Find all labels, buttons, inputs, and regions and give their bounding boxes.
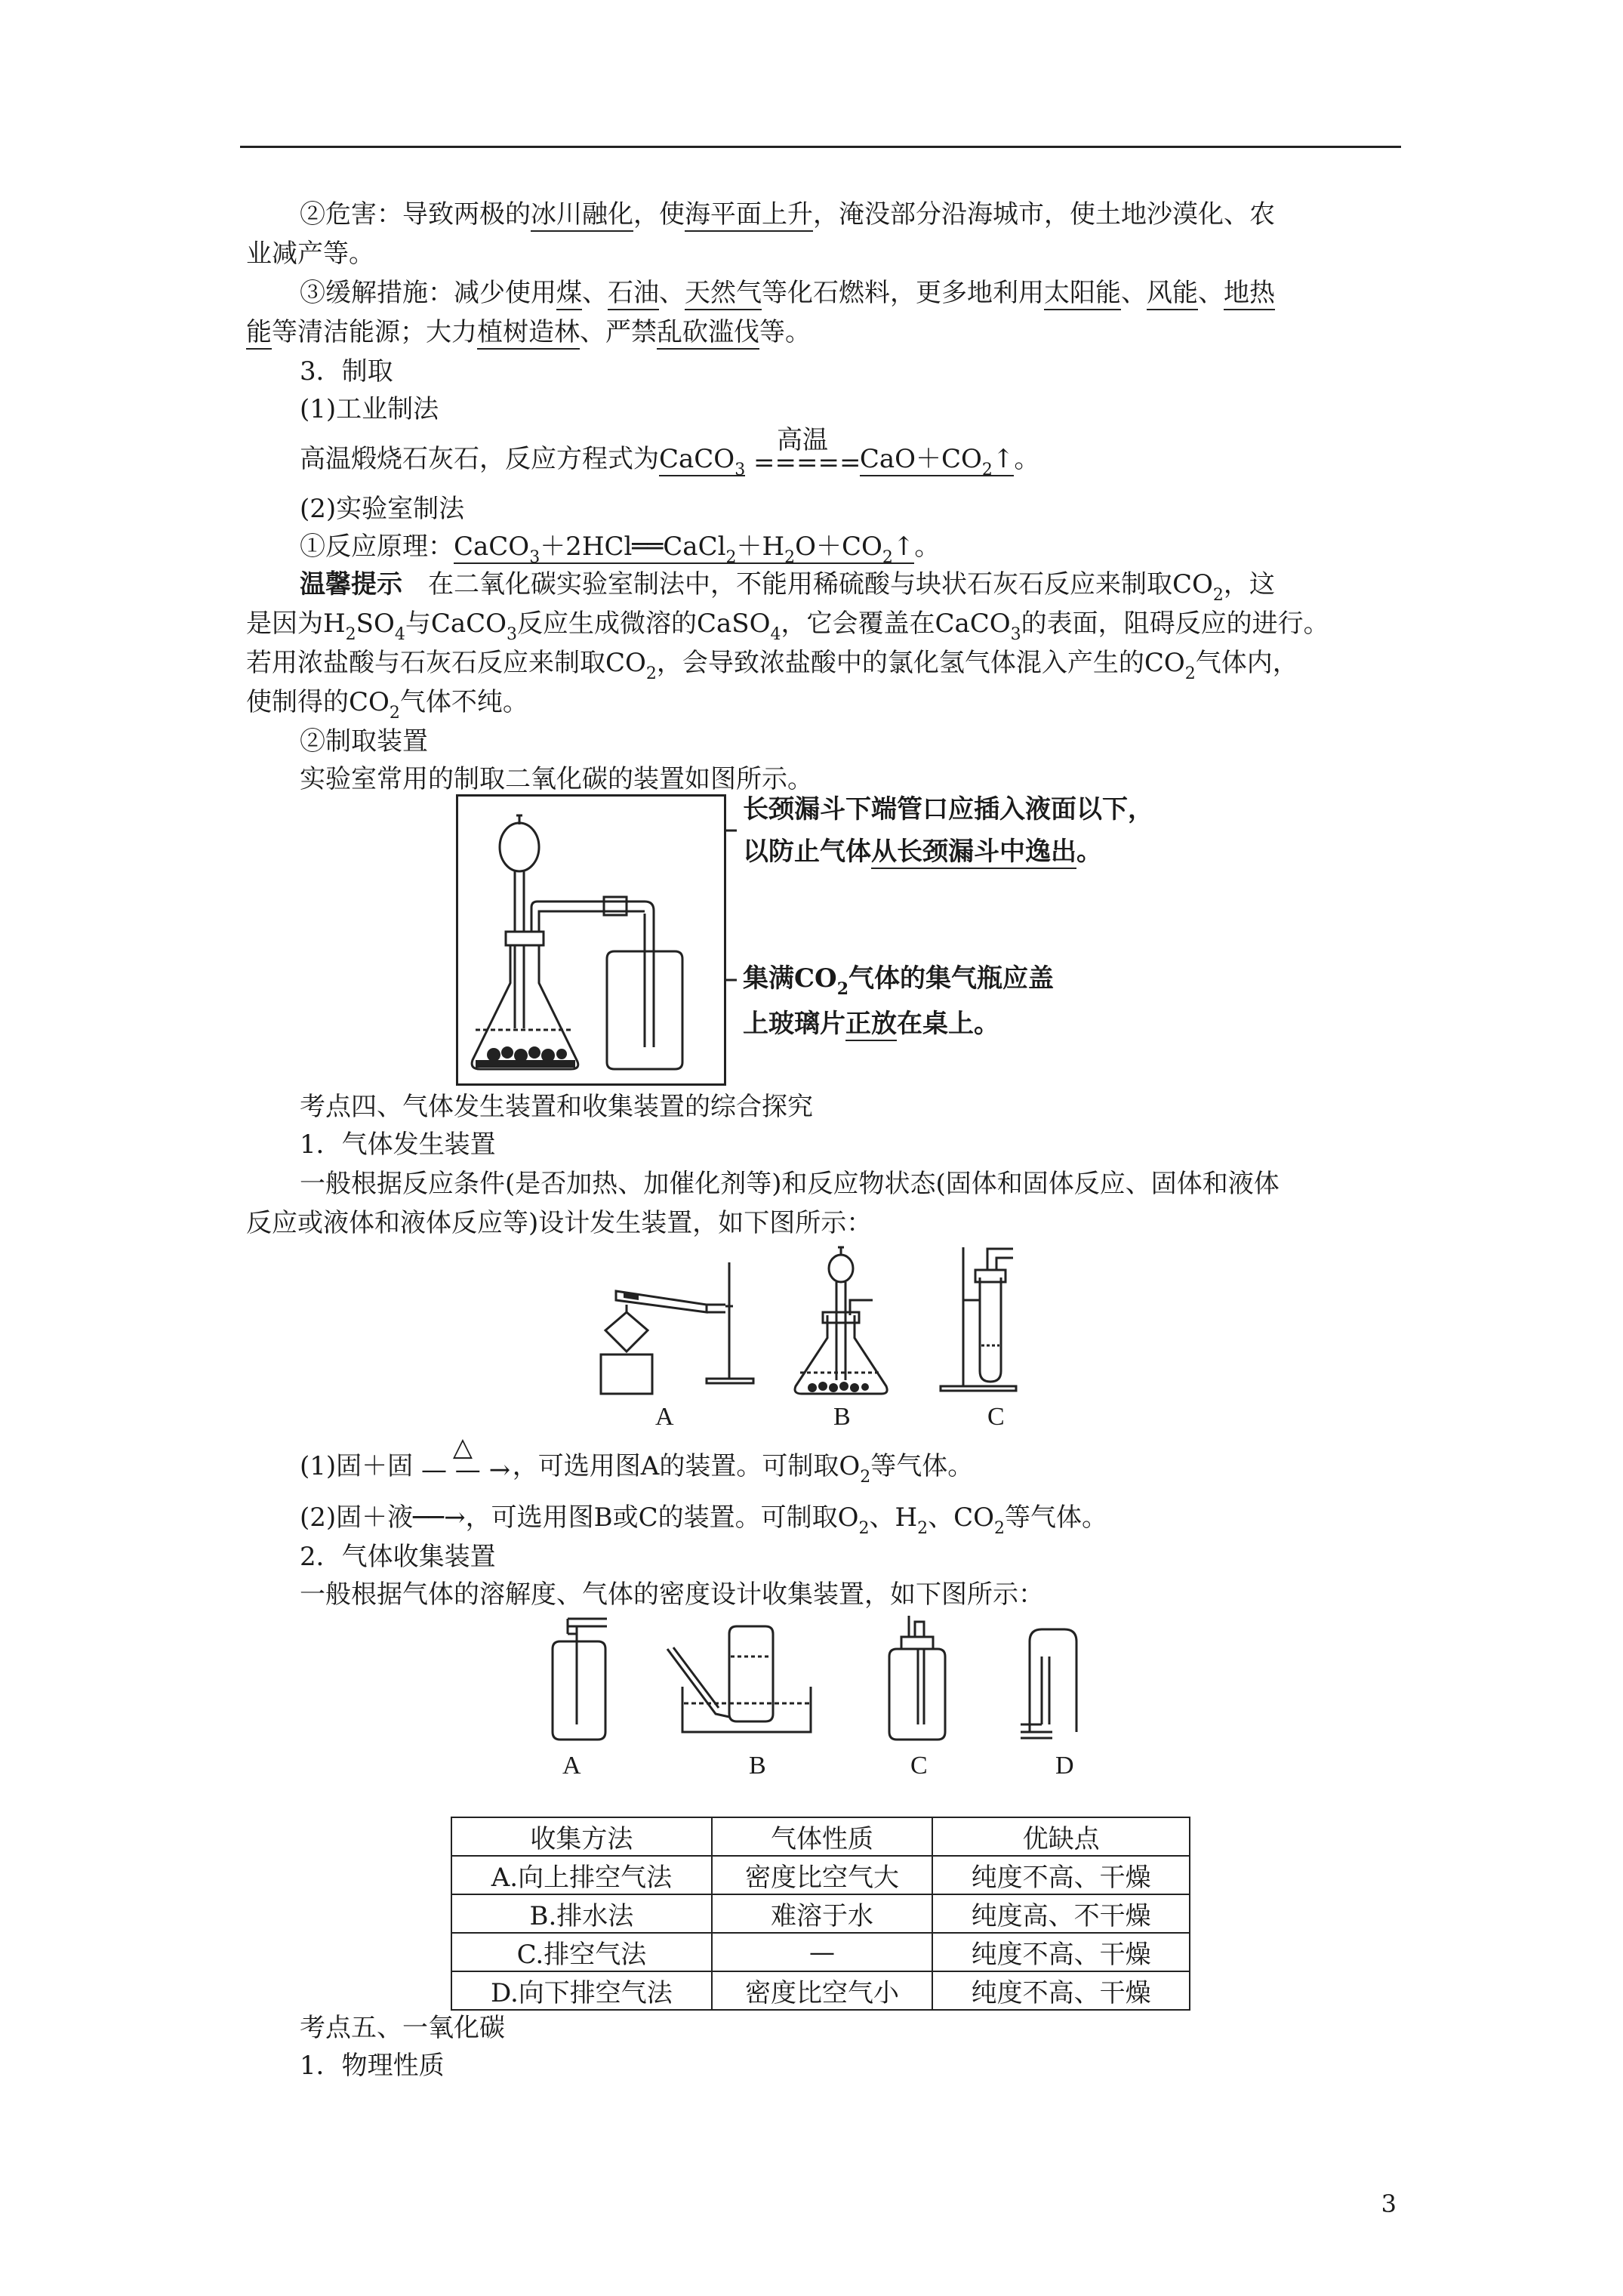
section-4-heading: 考点四、气体发生装置和收集装置的综合探究 (300, 1092, 813, 1122)
tip-line-4: 使制得的$CO_2$气体不纯。 (246, 687, 528, 723)
generator-case-a: (1)固＋固 △ — — → ，可选用图A的装置。可制取$O_2$等气体。 (300, 1447, 1403, 1490)
collector-figure (531, 1611, 1075, 1747)
table-header: 优缺点 (932, 1817, 1190, 1856)
device-intro: 实验室常用的制取二氧化碳的装置如图所示。 (300, 764, 813, 794)
section-5-heading: 考点五、一氧化碳 (300, 2013, 505, 2043)
hazard-line-2: 业减产等。 (246, 239, 374, 269)
generator-heading: 1．气体发生装置 (300, 1130, 496, 1160)
table-cell: 纯度不高、干燥 (932, 1971, 1190, 2010)
gas-jar-callout: 集满$CO_2$气体的集气瓶应盖 上玻璃片正放在桌上。 (743, 957, 1054, 1045)
gen-caption-a: A (655, 1403, 674, 1431)
table-cell: 纯度不高、干燥 (932, 1856, 1190, 1894)
table-cell: 密度比空气小 (712, 1971, 932, 2010)
generator-figure (593, 1240, 1031, 1398)
device-heading: ②制取装置 (300, 726, 428, 757)
hazard-line-1: ②危害：导致两极的冰川融化，使海平面上升，淹没部分沿海城市，使土地沙漠化、农 (300, 195, 1403, 234)
table-cell: 纯度高、不干燥 (932, 1894, 1190, 1933)
table-row (451, 1894, 1190, 1933)
heating-condition: 高温 ===== (753, 425, 861, 478)
section-3-heading: 3．制取 (300, 356, 393, 387)
generator-intro-1: 一般根据反应条件(是否加热、加催化剂等)和反应物状态(固体和固体反应、固体和液体 (300, 1169, 1280, 1199)
physical-properties-heading: 1．物理性质 (300, 2051, 445, 2081)
lab-heading: (2)实验室制法 (300, 494, 465, 524)
generator-case-b: (2)固＋液──→，可选用图B或C的装置。可制取$O_2$、$H_2$、$CO_2$等气体。 (300, 1502, 1108, 1538)
table-row (451, 1856, 1190, 1894)
col-caption-a: A (562, 1752, 581, 1780)
table-cell: D.向下排空气法 (451, 1971, 712, 2010)
industrial-heading: (1)工业制法 (300, 394, 439, 424)
tip-line-1: 温馨提示 在二氧化碳实验室制法中，不能用稀硫酸与块状石灰石反应来制取$CO_2$，这 (300, 569, 1275, 605)
heat-arrow: △ — — → (420, 1432, 511, 1485)
table-cell: C.排空气法 (451, 1933, 712, 1971)
gen-caption-c: C (987, 1403, 1005, 1431)
table-cell: B.排水法 (451, 1894, 712, 1933)
col-caption-c: C (910, 1752, 928, 1780)
table-cell: 密度比空气大 (712, 1856, 932, 1894)
mitigation-line-2: 能等清洁能源；大力植树造林、严禁乱砍滥伐等。 (246, 313, 1403, 352)
table-row (451, 1933, 1190, 1971)
collection-methods-table (451, 1817, 1190, 2011)
industrial-equation: 高温煅烧石灰石，反应方程式为CaCO$_3$ 高温 ===== $CaO+CO_2↑$。 (300, 439, 1403, 482)
page-number: 3 (1381, 2190, 1397, 2218)
table-cell: A.向上排空气法 (451, 1856, 712, 1894)
lab-equation: ①反应原理：$CaCO_3+2HCl══CaCl_2+H_2O+CO_2↑$。 (300, 532, 941, 567)
table-row (451, 1971, 1190, 2010)
table-cell: 纯度不高、干燥 (932, 1933, 1190, 1971)
table-cell: 难溶于水 (712, 1894, 932, 1933)
table-header: 气体性质 (712, 1817, 932, 1856)
header-rule (240, 146, 1401, 148)
funnel-callout: 长颈漏斗下端管口应插入液面以下， 以防止气体从长颈漏斗中逸出。 (743, 788, 1153, 873)
tip-line-2: 是因为$H_2SO_4$与CaCO$_3$反应生成微溶的CaSO$_4$，它会覆盖在CaCO$_3$的表面，阻碍反应的进行。 (246, 609, 1329, 644)
tip-label: 温馨提示 (300, 569, 402, 599)
gen-caption-b: B (833, 1403, 851, 1431)
generator-intro-2: 反应或液体和液体反应等)设计发生装置，如下图所示： (246, 1208, 873, 1238)
table-cell: — (712, 1933, 932, 1971)
table-header-row (451, 1817, 1190, 1856)
col-caption-d: D (1055, 1752, 1074, 1780)
tip-line-3: 若用浓盐酸与石灰石反应来制取$CO_2$，会导致浓盐酸中的氯化氢气体混入产生的$CO_2$气体内， (246, 648, 1298, 683)
col-caption-b: B (749, 1752, 766, 1780)
collector-heading: 2．气体收集装置 (300, 1542, 496, 1572)
table-header: 收集方法 (451, 1817, 712, 1856)
collector-intro: 一般根据气体的溶解度、气体的密度设计收集装置，如下图所示： (300, 1579, 1044, 1610)
mitigation-line-1: ③缓解措施：减少使用煤、石油、天然气等化石燃料，更多地利用太阳能、风能、地热 (300, 273, 1403, 313)
